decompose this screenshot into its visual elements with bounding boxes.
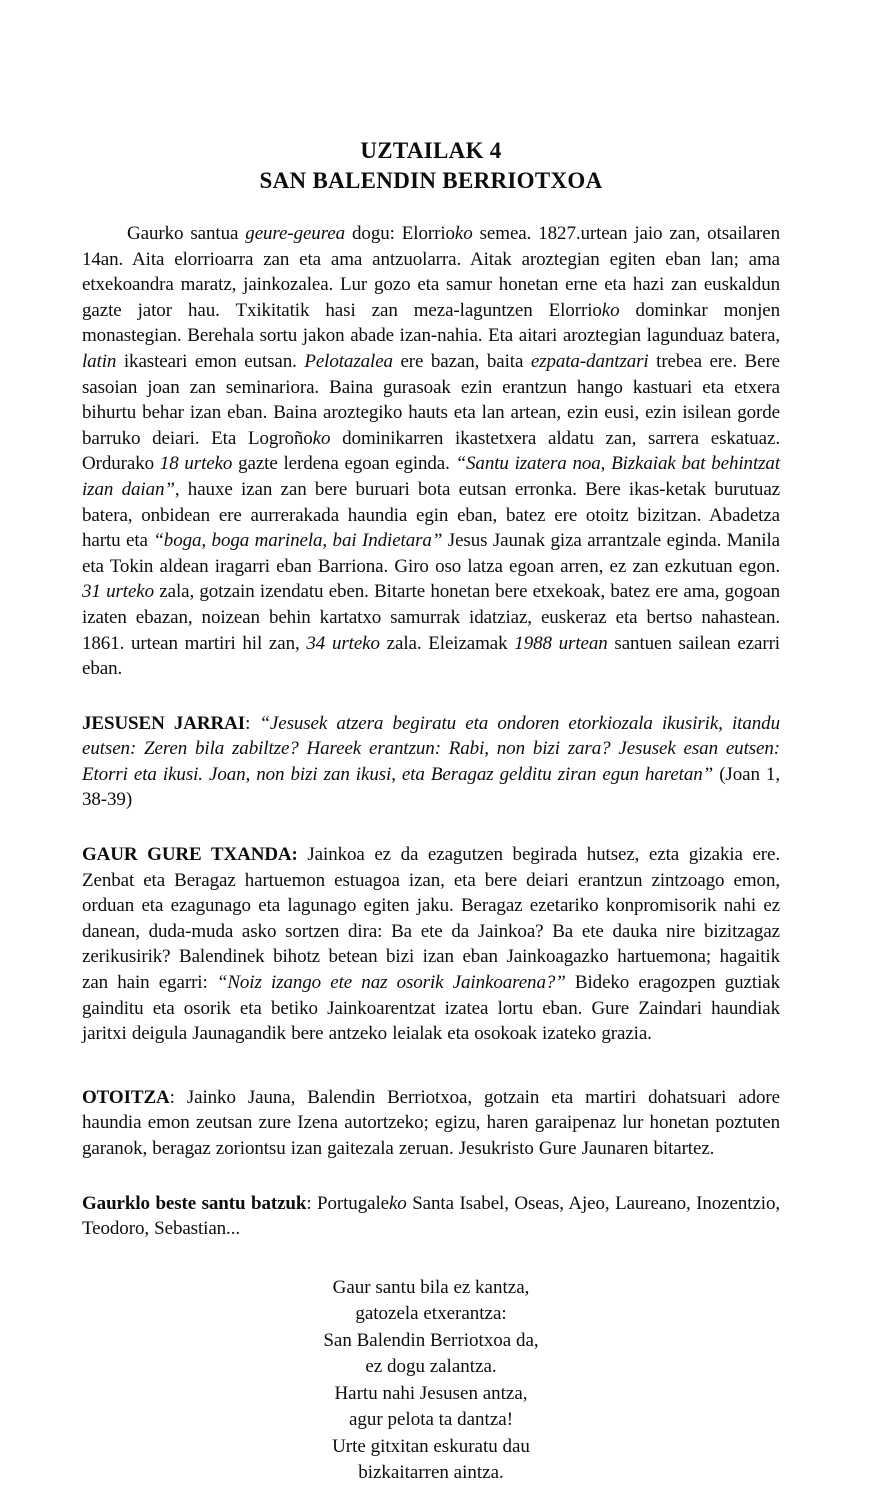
text-run: Gaurko santua xyxy=(127,223,246,244)
text-run: ezpata-dantzari xyxy=(530,350,649,372)
text-run: Jainkoa ez da ezagutzen begirada hutsez, ezta gizakia ere. Zenbat eta Beragaz hartuemon estuagoa izan, eta bere deiari erantzun zintzoago emon, orduan eta ezagunago eta lagunago egiten jaku. Beragaz ezetariko konpromisorik nahi ez danean, duda-muda asko sortzen dira: Ba ete da Jainkoa? Ba ete dauka nire bizitzagaz zerikusirik? Balendinek bihotz betean bizi izan eban Jainkoagazko hartuemona; hagaitik zan hain egarri: xyxy=(82,844,780,994)
page-title xyxy=(82,136,780,196)
text-run: dogu: Elorrio xyxy=(345,223,455,244)
poem-line: Urte gitxitan eskuratu dau xyxy=(332,1435,530,1457)
text-run: Jesus Jaunak giza arrantzale eginda. Manila eta Tokin aldean iragarri eban Barriona. Giro oso latza egoan arren, ez zan ezkutuan egon. xyxy=(82,530,780,577)
poem-line: ez dogu zalantza. xyxy=(365,1356,497,1378)
poem-line: Hartu nahi Jesusen antza, xyxy=(334,1382,528,1404)
text-run: 31 urteko xyxy=(82,581,155,603)
text-run: ko xyxy=(312,427,331,449)
text-run: ere bazan, baita xyxy=(392,350,531,372)
text-run: gazte lerdena egoan eginda. xyxy=(232,453,456,475)
text-run: : Jainko Jauna, Balendin Berriotxoa, gotzain eta martiri dohatsuari adore haundia emon zeutsan zure Izena autortzeko; egizu, haren garaipenaz lur honetan poztuten garanok, beragaz zoriontsu izan gaitezala zeruan. Jesukristo Gure Jaunaren bitartez. xyxy=(82,1086,780,1159)
text-run: ko xyxy=(388,1192,407,1214)
poem-line: gatozela etxerantza: xyxy=(355,1303,507,1325)
text-run: GAUR GURE TXANDA: xyxy=(82,844,298,866)
text-run: ikasteari emon eutsan. xyxy=(116,350,305,372)
text-run: dominkar monjen monastegian. Berehala sortu jakon abade izan-nahia. Eta aitari aroztegian lagunduaz batera, xyxy=(82,299,780,347)
text-run: ko xyxy=(454,223,473,244)
text-run: geure-geurea xyxy=(245,223,346,244)
title-saint-name-line: SAN BALENDIN BERRIOTXOA xyxy=(259,168,603,193)
text-run: 34 urteko xyxy=(306,632,380,654)
poem-line: Gaur santu bila ez kantza, xyxy=(332,1276,530,1298)
text-run: Santa Isabel, Oseas, Ajeo, Laureano, Inozentzio, Teodoro, Sebastian... xyxy=(82,1192,781,1240)
text-run: “Jesusek atzera begiratu eta ondoren etorkiozala ikusirik, itandu eutsen: Zeren bila zabiltze? Hareek erantzun: Rabi, non bizi zara? Jesusek esan eutsen: Etorri eta ikusi. Joan, non bizi zan ikusi, eta Beragaz gelditu ziran egun haretan” xyxy=(82,712,780,785)
text-run: Bideko eragozpen guztiak gainditu eta osorik eta betiko Jainkoarentzat izatea lortu eban. Gure Zaindari haundiak jaritxi deigula Jaunagandik bere antzeko leialak eta osokoak izateko grazia. xyxy=(82,972,780,1045)
poem-line: bizkaitarren aintza. xyxy=(358,1462,504,1484)
title-date-line: UZTAILAK 4 xyxy=(360,138,502,163)
text-run: zala, gotzain izendatu eben. Bitarte honetan bere etxekoak, batez ere ama, gogoan izaten ebazan, noizean behin kartatxo samurrak idatziaz, euskeraz eta bertso nahastean. 1861. urtean martiri hil zan, xyxy=(82,581,780,654)
text-run: “boga, boga marinela, bai Indietara” xyxy=(153,530,443,552)
text-run: OTOITZA xyxy=(82,1086,170,1108)
text-run: semea. 1827.urtean jaio zan, otsailaren 14an. Aita elorrioarra zan eta ama antzuolarra. Aitak aroztegian egiten eban lan; ama etxekoandra maratz, jainkozalea. Lur gozo eta samur honetan erne eta hazi zan euskaldun gazte jator hau. Txikitatik hasi zan meza-laguntzen Elorrio xyxy=(82,223,780,321)
text-run: JESUSEN JARRAI xyxy=(82,712,246,734)
paragraph-jesusen-jarrai xyxy=(82,711,780,813)
text-run: 1988 urtean xyxy=(514,632,608,654)
text-run: dominikarren ikastetxera aldatu zan, sarrera eskatuaz. Ordurako xyxy=(82,427,780,475)
text-run: 18 urteko xyxy=(159,453,233,475)
poem-line: San Balendin Berriotxoa da, xyxy=(323,1329,539,1351)
paragraph-other-saints xyxy=(82,1191,780,1242)
text-run: “Santu izatera noa, Bizkaiak bat behintzat izan daian” xyxy=(82,453,780,500)
text-run: zala. Eleizamak xyxy=(379,632,515,654)
text-run: trebea ere. Bere sasoian joan zan seminariora. Baina gurasoak ezin erantzun hango kastuari eta etxera bihurtu behar izan eban. Baina aroztegiko hauts eta lan artean, ezin eusi, ezin isilean gorde barruko deiari. Eta Logroño xyxy=(82,350,781,449)
text-run: santuen sailean ezarri eban. xyxy=(82,632,780,680)
paragraph-saint-biography xyxy=(82,221,780,682)
text-run: ko xyxy=(601,299,620,321)
paragraph-gaur-gure-txanda xyxy=(82,842,780,1047)
page-content xyxy=(82,136,780,1487)
poem-line: agur pelota ta dantza! xyxy=(348,1409,514,1431)
text-run: : Portugale xyxy=(306,1192,389,1214)
poem xyxy=(82,1275,780,1487)
text-run: latin xyxy=(82,350,117,372)
text-run: Pelotazalea xyxy=(304,350,393,372)
text-run: “Noiz izango ete naz osorik Jainkoarena?” xyxy=(216,972,566,994)
text-run: Gaurklo beste santu batzuk xyxy=(82,1192,307,1214)
paragraph-otoitza xyxy=(82,1085,780,1162)
text-run: (Joan 1, 38-39) xyxy=(82,763,780,811)
text-run: : xyxy=(245,712,260,734)
text-run: , hauxe izan zan bere buruari bota eutsan erronka. Bere ikas-ketak burutuaz batera, onbidean ere aurrerakada haundia egin eban, batez ere otoitz bizitzan. Abadetza hartu eta xyxy=(82,478,780,552)
